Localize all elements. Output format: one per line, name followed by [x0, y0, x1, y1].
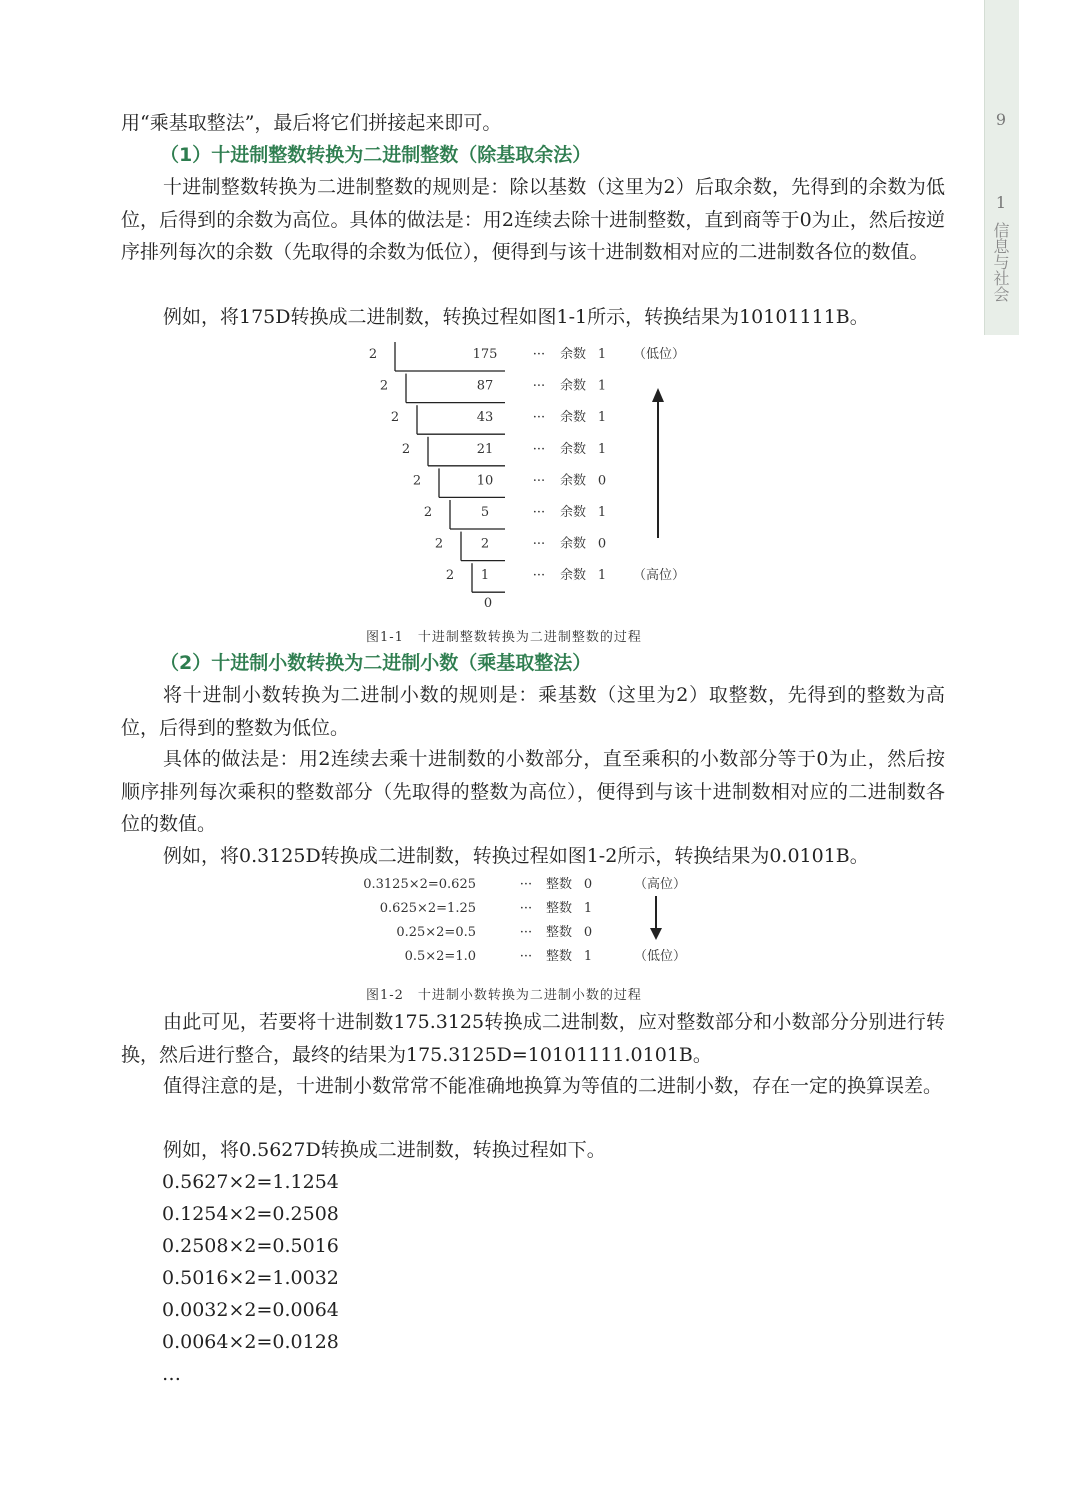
multiplication-expression: 0.3125×2=0.625 [363, 877, 476, 892]
integer-label: 整数 [546, 877, 573, 892]
paragraph-example-error: 例如，将0.5627D转换成二进制数，转换过程如下。 [163, 1139, 606, 1161]
multiplication-expression: 0.625×2=1.25 [379, 901, 476, 916]
dividend-value: 10 [476, 473, 494, 489]
paragraph-integer-rule: 十进制整数转换为二进制整数的规则是：除以基数（这里为2）后取余数，先得到的余数为低位，后得到的余数为高位。具体的做法是：用2连续去除十进制整数，直到商等于0为止，然后按逆序排列每次的余数（先取得的余数为低位），便得到与该十进制数相对应的二进制数各位的数值。 [121, 176, 945, 263]
remainder-digit: 1 [597, 410, 607, 426]
ellipsis: ··· [519, 877, 533, 892]
section-heading-fraction: （2）十进制小数转换为二进制小数（乘基取整法） [160, 652, 592, 674]
ellipsis: ··· [519, 925, 533, 940]
figure1-caption: 图1-1 十进制整数转换为二进制整数的过程 [366, 630, 642, 645]
section-heading-integer: （1）十进制整数转换为二进制整数（除基取余法） [160, 144, 592, 166]
dividend-value: 43 [476, 410, 494, 426]
calculation-line: … [162, 1363, 181, 1385]
remainder-label: 余数 [560, 347, 587, 362]
ellipsis: ··· [532, 410, 546, 426]
divisor-label: 2 [445, 568, 455, 584]
ellipsis: ··· [519, 949, 533, 964]
paragraph-summary: 由此可见，若要将十进制数175.3125转换成二进制数，应对整数部分和小数部分分别进行转换，然后进行整合，最终的结果为175.3125D=10101111.0101B。 [121, 1011, 945, 1066]
ellipsis: ··· [532, 378, 546, 394]
divisor-label: 2 [368, 347, 378, 362]
ellipsis: ··· [519, 901, 533, 916]
multiplication-expression: 0.5×2=1.0 [404, 949, 476, 964]
multiplication-expression: 0.25×2=0.5 [396, 925, 476, 940]
ellipsis: ··· [532, 568, 546, 584]
figure-integer-division [340, 338, 720, 618]
calculation-line: 0.0064×2=0.0128 [162, 1331, 339, 1353]
dividend-value: 2 [480, 536, 490, 552]
dividend-value: 21 [476, 441, 494, 457]
integer-label: 整数 [546, 925, 573, 940]
remainder-digit: 1 [597, 568, 607, 584]
final-quotient: 0 [483, 595, 493, 611]
remainder-digit: 0 [597, 473, 607, 489]
paragraph-integer-example: 例如，将175D转换成二进制数，转换过程如图1-1所示，转换结果为10101111B。 [163, 306, 869, 328]
chapter-number: 1 [995, 193, 1007, 212]
paragraph-intro: 用“乘基取整法”，最后将它们拼接起来即可。 [121, 112, 502, 134]
remainder-label: 余数 [560, 568, 587, 584]
remainder-label: 余数 [560, 441, 587, 457]
paragraph-note: 值得注意的是，十进制小数常常不能准确地换算为等值的二进制小数，存在一定的换算误差。 [163, 1075, 943, 1097]
ellipsis: ··· [532, 536, 546, 552]
integer-digit: 0 [583, 877, 593, 892]
calculation-line: 0.1254×2=0.2508 [162, 1203, 339, 1225]
divisor-label: 2 [379, 378, 389, 394]
bit-position-note: （低位） [633, 347, 686, 362]
integer-digit: 1 [583, 949, 593, 964]
ellipsis: ··· [532, 505, 546, 520]
calculation-line: 0.2508×2=0.5016 [162, 1235, 339, 1257]
arrow-down-head [650, 928, 662, 940]
paragraph-fraction-example: 例如，将0.3125D转换成二进制数，转换过程如图1-2所示，转换结果为0.0101B。 [163, 845, 869, 867]
arrow-up-head [652, 388, 664, 402]
bit-position-note: （高位） [633, 568, 686, 584]
remainder-label: 余数 [560, 536, 587, 552]
dividend-value: 87 [476, 378, 494, 394]
chapter-title: 信息与社会 [991, 222, 1010, 302]
remainder-digit: 1 [597, 505, 607, 520]
divisor-label: 2 [390, 410, 400, 426]
integer-label: 整数 [546, 949, 573, 964]
bit-position-note: （低位） [634, 949, 687, 964]
ellipsis: ··· [532, 473, 546, 489]
divisor-label: 2 [423, 505, 433, 520]
remainder-digit: 1 [597, 378, 607, 394]
calculation-line: 0.0032×2=0.0064 [162, 1299, 339, 1321]
integer-label: 整数 [546, 901, 573, 916]
remainder-label: 余数 [560, 410, 587, 426]
integer-digit: 1 [583, 901, 593, 916]
integer-digit: 0 [583, 925, 593, 940]
calculation-line: 0.5016×2=1.0032 [162, 1267, 339, 1289]
figure-fraction-multiplication [360, 872, 720, 972]
bit-position-note: （高位） [634, 877, 687, 892]
remainder-label: 余数 [560, 378, 587, 394]
remainder-digit: 1 [597, 441, 607, 457]
paragraph-fraction-rule: 将十进制小数转换为二进制小数的规则是：乘基数（这里为2）取整数，先得到的整数为高位，后得到的整数为低位。 [121, 684, 945, 739]
ellipsis: ··· [532, 441, 546, 457]
dividend-value: 5 [480, 505, 490, 520]
dividend-value: 175 [472, 347, 498, 362]
divisor-label: 2 [434, 536, 444, 552]
paragraph-fraction-method: 具体的做法是：用2连续去乘十进制数的小数部分，直至乘积的小数部分等于0为止，然后按顺序排列每次乘积的整数部分（先取得的整数为高位），便得到与该十进制数相对应的二进制数各位的数值。 [121, 748, 945, 835]
divisor-label: 2 [401, 441, 411, 457]
divisor-label: 2 [412, 473, 422, 489]
ellipsis: ··· [532, 347, 546, 362]
remainder-label: 余数 [560, 473, 587, 489]
calculation-line: 0.5627×2=1.1254 [162, 1171, 339, 1193]
remainder-digit: 1 [597, 347, 607, 362]
page-number: 9 [995, 110, 1007, 129]
dividend-value: 1 [480, 568, 490, 584]
remainder-label: 余数 [560, 505, 587, 520]
figure2-caption: 图1-2 十进制小数转换为二进制小数的过程 [366, 988, 642, 1003]
remainder-digit: 0 [597, 536, 607, 552]
